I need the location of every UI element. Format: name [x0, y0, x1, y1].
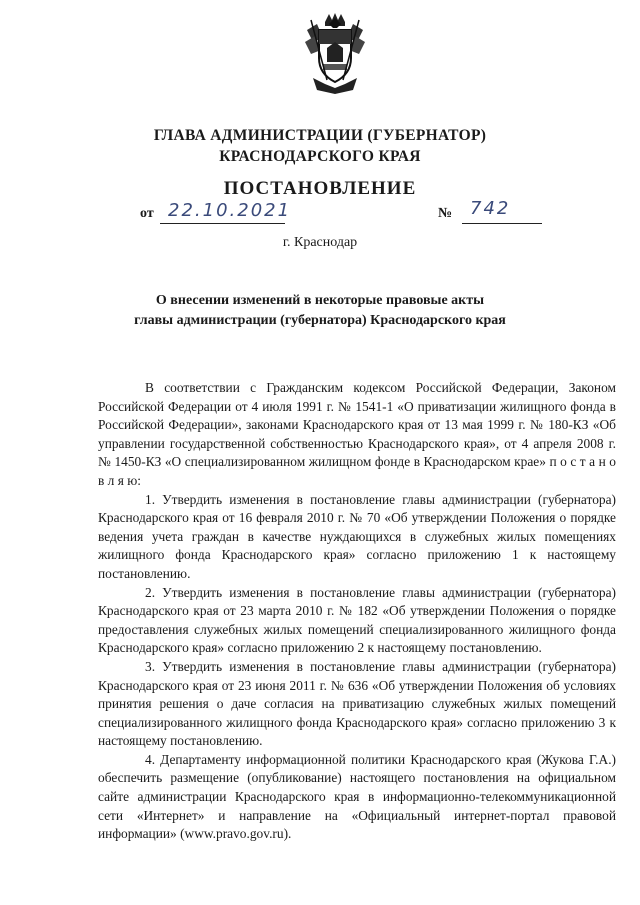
- city-line: г. Краснодар: [282, 235, 358, 250]
- krasnodar-coat-of-arms-icon: [303, 12, 367, 96]
- handwritten-date: 22.10.2021: [168, 200, 292, 221]
- document-body: [98, 379, 616, 844]
- organization-title-line1: ГЛАВА АДМИНИСТРАЦИИ (ГУБЕРНАТОР): [153, 127, 487, 144]
- body-paragraph-2: 2. Утвердить изменения в постановление главы администрации (губернатора) Краснодарского края от 23 марта 2010 г. № 182 «Об утверждении Положения о порядке предоставления служебных жилых помещений специализированного жилищного фонда Краснодарского края» согласно приложению 2 к настоящему постановлению.: [98, 584, 616, 656]
- body-paragraph-1: 1. Утвердить изменения в постановление главы администрации (губернатора) Краснодарского края от 16 февраля 2010 г. № 70 «Об утверждении Положения о порядке ведения учета граждан в качестве нуждающихся в служебных жилых помещениях жилищного фонда Краснодарского края» согласно приложению 1 к настоящему постановлению.: [98, 491, 616, 581]
- number-underline: [462, 223, 542, 224]
- document-type-heading: ПОСТАНОВЛЕНИЕ: [223, 178, 417, 199]
- date-underline: [160, 223, 285, 224]
- number-prefix: №: [438, 206, 453, 221]
- handwritten-number: 742: [470, 198, 511, 219]
- subject-line2: главы администрации (губернатора) Краснодарского края: [134, 313, 506, 328]
- date-prefix: от: [140, 206, 154, 221]
- body-paragraph-4: 4. Департаменту информационной политики Краснодарского края (Жукова Г.А.) обеспечить размещение (опубликование) настоящего постановления на официальном сайте администрации Краснодарского края в информационно-телекоммуникационной сети «Интернет» и направление на «Официальный интернет-портал правовой информации» (www.pravo.gov.ru).: [98, 751, 616, 842]
- body-paragraph-3: 3. Утвердить изменения в постановление главы администрации (губернатора) Краснодарского края от 23 июня 2011 г. № 636 «Об утверждении Положения об условиях принятия решения о даче согласия на приватизацию служебных жилых помещений специализированного жилищного фонда Краснодарского края» согласно приложению 3 к настоящему постановлению.: [98, 658, 616, 749]
- body-paragraph-preamble: В соответствии с Гражданским кодексом Российской Федерации, Законом Российской Федерации от 4 июля 1991 г. № 1541-1 «О приватизации жилищного фонда в Российской Федерации», законами Краснодарского края от 13 мая 1999 г. № 180-КЗ «Об управлении государственной собственностью Краснодарского края», от 4 апреля 2008 г. № 1450-КЗ «О специализированном жилищном фонде в Краснодарском крае» п о с т а н о в л я ю:: [98, 380, 616, 488]
- organization-title-line2: КРАСНОДАРСКОГО КРАЯ: [219, 148, 421, 165]
- subject-line1: О внесении изменений в некоторые правовые акты: [155, 293, 485, 308]
